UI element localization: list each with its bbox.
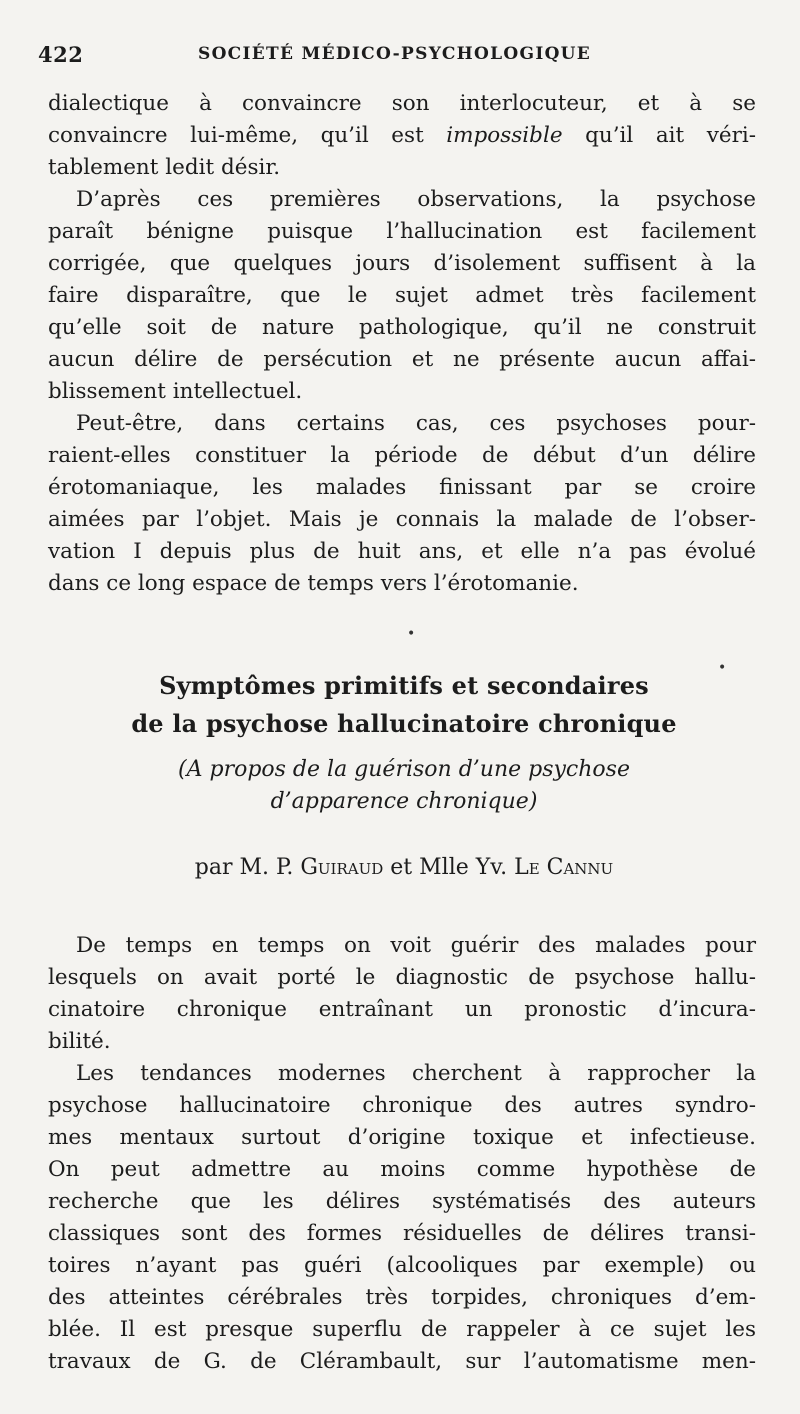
body-line: aimées par l’objet. Mais je connais la malade de l’obser- bbox=[48, 507, 756, 532]
body-line: raient-elles constituer la période de début d’un délire bbox=[48, 443, 756, 468]
article-line: On peut admettre au moins comme hypothèse de bbox=[48, 1157, 756, 1182]
article-subtitle-line-2: d’apparence chronique) bbox=[270, 789, 538, 814]
page-number: 422 bbox=[38, 42, 84, 67]
article-line: recherche que les délires systématisés des auteurs bbox=[48, 1189, 756, 1214]
body-line: érotomaniaque, les malades finissant par se croire bbox=[48, 475, 756, 500]
article-title-line-1: Symptômes primitifs et secondaires bbox=[159, 671, 649, 700]
running-title: SOCIÉTÉ MÉDICO-PSYCHOLOGIQUE bbox=[198, 44, 592, 64]
body-line: faire disparaître, que le sujet admet très facilement bbox=[48, 283, 756, 308]
article-line: De temps en temps on voit guérir des malades pour bbox=[76, 933, 756, 958]
body-line: blissement intellectuel. bbox=[48, 379, 303, 404]
page-header bbox=[38, 42, 756, 72]
body-line: Peut-être, dans certains cas, ces psychoses pour- bbox=[76, 411, 756, 436]
article-line: des atteintes cérébrales très torpides, chroniques d’em- bbox=[48, 1285, 756, 1310]
article-subtitle-line-1: (A propos de la guérison d’une psychose bbox=[178, 757, 630, 782]
article-line: travaux de G. de Clérambault, sur l’automatisme men- bbox=[48, 1349, 756, 1374]
body-line: aucun délire de persécution et ne présente aucun affai- bbox=[48, 347, 756, 372]
article-title-line-2: de la psychose hallucinatoire chronique bbox=[131, 709, 677, 738]
body-line: D’après ces premières observations, la psychose bbox=[76, 187, 756, 212]
article-line: cinatoire chronique entraînant un pronostic d’incura- bbox=[48, 997, 756, 1022]
body-line: paraît bénigne puisque l’hallucination est facilement bbox=[48, 219, 756, 244]
body-line: vation I depuis plus de huit ans, et elle n’a pas évolué bbox=[48, 539, 756, 564]
article-authors: par M. P. Guiraud et Mlle Yv. Le Cannu bbox=[194, 855, 614, 880]
article-line: classiques sont des formes résiduelles de délires transi- bbox=[48, 1221, 756, 1246]
body-line: corrigée, que quelques jours d’isolement suffisent à la bbox=[48, 251, 756, 276]
body-line: tablement ledit désir. bbox=[48, 155, 281, 180]
print-speck: • bbox=[407, 626, 416, 642]
article-line: blée. Il est presque superflu de rappeler à ce sujet les bbox=[48, 1317, 756, 1342]
body-line: qu’elle soit de nature pathologique, qu’il ne construit bbox=[48, 315, 756, 340]
body-line: convaincre lui-même, qu’il est impossible qu’il ait véri- bbox=[48, 123, 756, 148]
author-le-cannu: Le Cannu bbox=[514, 855, 614, 880]
article-line: toires n’ayant pas guéri (alcooliques par exemple) ou bbox=[48, 1253, 756, 1278]
body-line: dans ce long espace de temps vers l’érotomanie. bbox=[48, 571, 579, 596]
author-guiraud: Guiraud bbox=[300, 855, 384, 880]
article-line: Les tendances modernes cherchent à rapprocher la bbox=[76, 1061, 756, 1086]
body-line: dialectique à convaincre son interlocuteur, et à se bbox=[48, 91, 756, 116]
article-line: mes mentaux surtout d’origine toxique et infectieuse. bbox=[48, 1125, 756, 1150]
article-line: lesquels on avait porté le diagnostic de psychose hallu- bbox=[48, 965, 756, 990]
article-line: bilité. bbox=[48, 1029, 111, 1054]
print-speck: • bbox=[718, 660, 727, 676]
article-line: psychose hallucinatoire chronique des autres syndro- bbox=[48, 1093, 756, 1118]
